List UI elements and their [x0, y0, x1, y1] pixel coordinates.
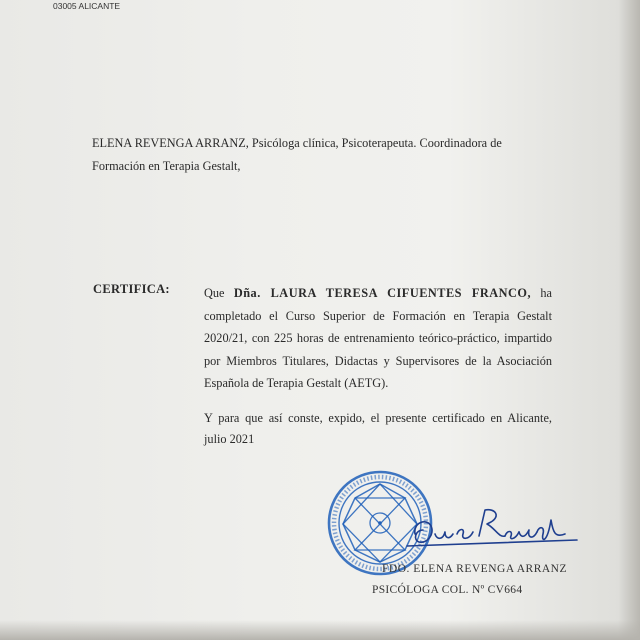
certifica-line-4: por Miembros Titulares, Didactas y Supervisores de la Asociación	[204, 353, 552, 368]
signatory-registration: PSICÓLOGA COL. Nº CV664	[372, 584, 523, 596]
intro-paragraph	[92, 132, 554, 178]
certifica-line-1-tail: ha	[531, 286, 552, 300]
certifica-label: CERTIFICA:	[93, 282, 170, 296]
signatory-name: FDO. ELENA REVENGA ARRANZ	[382, 563, 568, 575]
recipient-name: Dña. LAURA TERESA CIFUENTES FRANCO,	[233, 286, 532, 300]
page-shadow-right	[618, 0, 640, 640]
certifica-line-3: 2020/21, con 225 horas de entrenamiento teórico-práctico, impartido	[204, 331, 552, 345]
certifica-line-1	[204, 282, 552, 305]
closing-line-2: julio 2021	[204, 432, 255, 446]
certifica-body	[204, 282, 552, 395]
header-address: 03005 ALICANTE	[53, 1, 121, 11]
page-shadow-bottom	[0, 620, 640, 640]
certifica-line-2: completado el Curso Superior de Formación en Terapia Gestalt	[204, 308, 552, 323]
certifica-prefix: Que	[204, 286, 234, 300]
handwritten-signature-icon	[405, 500, 580, 560]
closing-line-1: Y para que así conste, expido, el presente certificado en Alicante,	[204, 411, 552, 425]
intro-line-2: Formación en Terapia Gestalt,	[92, 159, 241, 173]
certifica-line-5: Española de Terapia Gestalt (AETG).	[204, 376, 389, 390]
intro-line-1: ELENA REVENGA ARRANZ, Psicóloga clínica, Psicoterapeuta. Coordinadora de	[92, 136, 502, 150]
closing-paragraph	[204, 408, 552, 450]
